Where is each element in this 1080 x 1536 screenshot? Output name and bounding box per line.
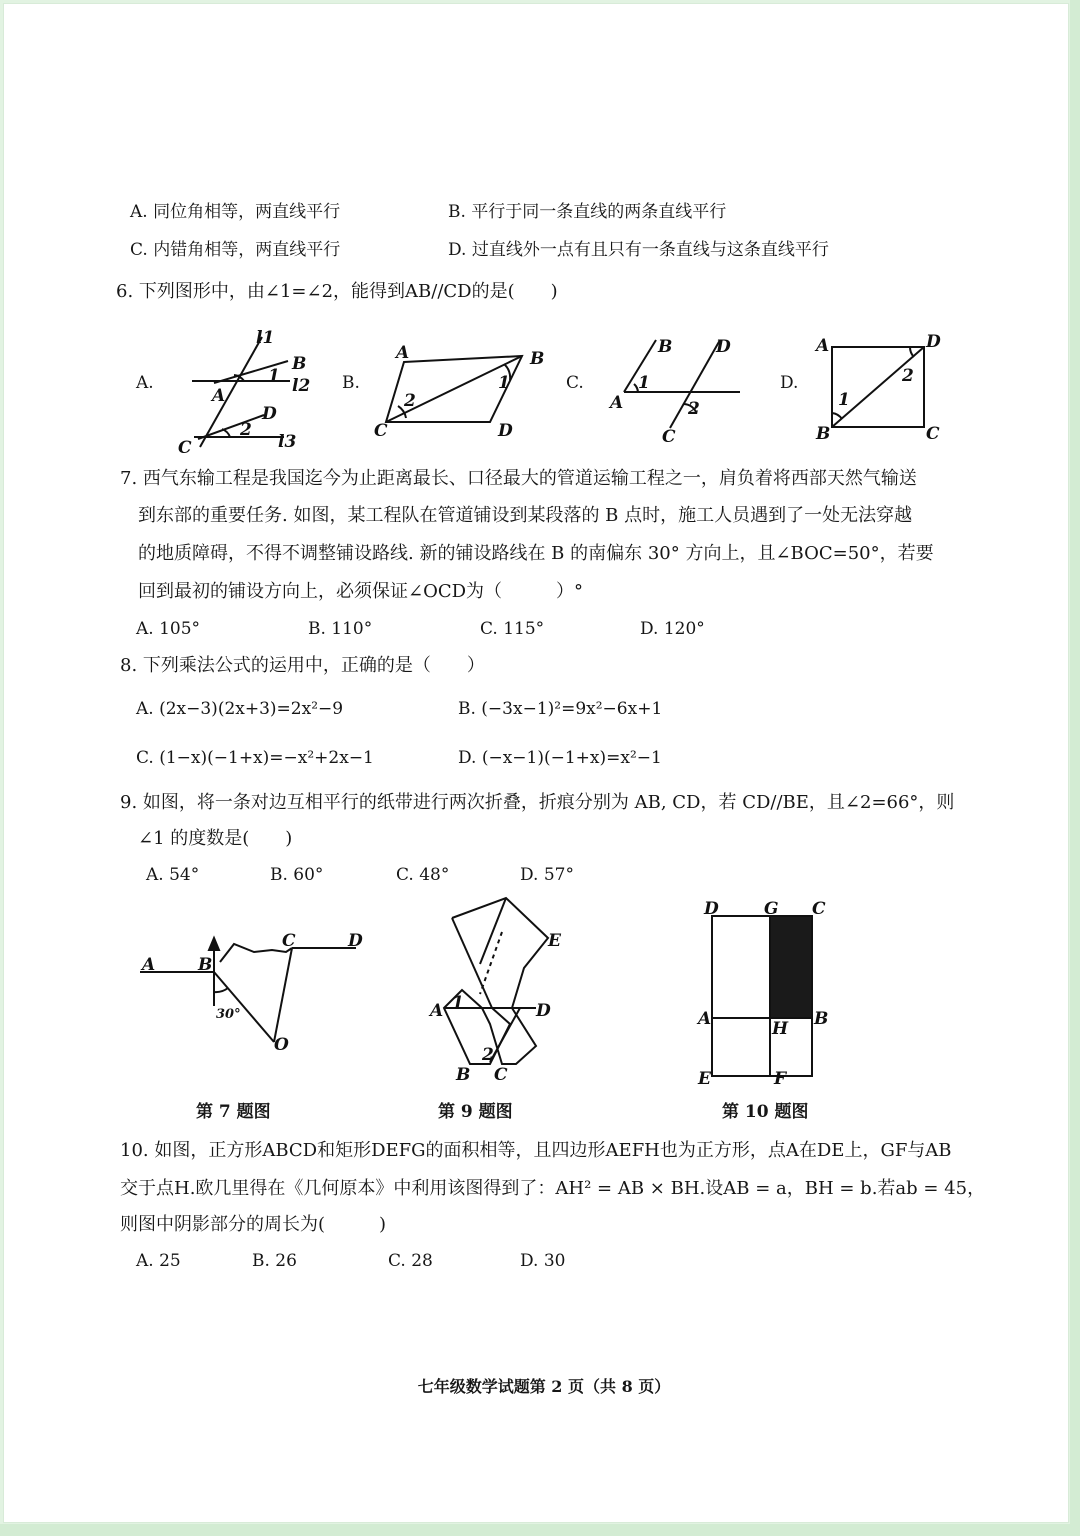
fig6d-1: 1 xyxy=(838,390,850,410)
caption-fig9: 第 9 题图 xyxy=(438,1102,513,1122)
fig6c-B: B xyxy=(658,337,673,357)
fig6c-2: 2 xyxy=(688,399,700,419)
fig9-E: E xyxy=(548,931,561,951)
q9-option-a: A. 54° xyxy=(146,865,200,885)
fig6a-A: A xyxy=(212,386,226,406)
fig6a-l3: l3 xyxy=(278,432,297,452)
q6-figure-a xyxy=(172,328,312,458)
q7-line2: 到东部的重要任务. 如图，某工程队在管道铺设到某段落的 B 点时，施工人员遇到了一处无法穿越 xyxy=(138,505,913,526)
bottom-border xyxy=(0,1524,1080,1536)
q10-line1: 10. 如图，正方形ABCD和矩形DEFG的面积相等，且四边形AEFH也为正方形，点A在DE上，GF与AB xyxy=(120,1140,952,1161)
fig10-B: B xyxy=(814,1009,829,1029)
fig9-1: 1 xyxy=(452,993,464,1013)
fig9-2: 2 xyxy=(482,1045,494,1065)
fig10-C: C xyxy=(812,899,826,919)
fig6b-B: B xyxy=(530,349,545,369)
figure-7 xyxy=(136,926,376,1056)
q7-option-b: B. 110° xyxy=(308,619,373,639)
q7-line4: 回到最初的铺设方向上，必须保证∠OCD为（ ）° xyxy=(138,581,584,602)
fig6b-A: A xyxy=(396,343,410,363)
fig6c-A: A xyxy=(610,393,624,413)
q7-option-a: A. 105° xyxy=(136,619,201,639)
q8-option-b: B. (−3x−1)²=9x²−6x+1 xyxy=(458,699,663,719)
q9-option-d: D. 57° xyxy=(520,865,574,885)
fig6a-2: 2 xyxy=(240,420,252,440)
q6-label-a: A. xyxy=(136,373,154,393)
q7-option-c: C. 115° xyxy=(480,619,545,639)
fig6d-B: B xyxy=(816,424,831,444)
fig6b-D: D xyxy=(498,421,513,441)
fig6c-C: C xyxy=(662,427,676,447)
fig10-G: G xyxy=(764,899,779,919)
fig10-E: E xyxy=(698,1069,711,1089)
fig10-A: A xyxy=(698,1009,712,1029)
q6-figure-c xyxy=(604,332,754,447)
q5-option-b: B. 平行于同一条直线的两条直线平行 xyxy=(448,202,727,222)
page-footer: 七年级数学试题第 2 页（共 8 页） xyxy=(417,1377,671,1396)
fig10-F: F xyxy=(774,1069,787,1089)
fig9-A: A xyxy=(430,1001,444,1021)
q10-option-d: D. 30 xyxy=(520,1251,566,1271)
fig6a-l2: l2 xyxy=(292,376,311,396)
exam-page xyxy=(4,4,1068,1522)
fig6a-D: D xyxy=(262,404,277,424)
q6-figure-d xyxy=(810,329,950,444)
fig6b-2: 2 xyxy=(404,391,416,411)
fig6b-C: C xyxy=(374,421,388,441)
fig7-30deg: 30° xyxy=(216,1007,241,1022)
fig7-D: D xyxy=(348,931,363,951)
fig7-O: O xyxy=(274,1035,289,1055)
q9-option-b: B. 60° xyxy=(270,865,324,885)
q9-line2: ∠1 的度数是( ) xyxy=(138,828,293,849)
figure-10 xyxy=(696,896,836,1092)
q6-stem: 6. 下列图形中，由∠1=∠2，能得到AB//CD的是( ) xyxy=(116,281,558,302)
q10-option-b: B. 26 xyxy=(252,1251,297,1271)
fig10-H: H xyxy=(772,1019,789,1039)
fig7-C: C xyxy=(282,931,296,951)
fig6a-C: C xyxy=(178,438,192,458)
q7-option-d: D. 120° xyxy=(640,619,705,639)
q8-option-c: C. (1−x)(−1+x)=−x²+2x−1 xyxy=(136,748,374,768)
q10-line3: 则图中阴影部分的周长为( ) xyxy=(120,1214,387,1235)
q10-line2: 交于点H.欧几里得在《几何原本》中利用该图得到了：AH² = AB × BH.设AB = a，BH = b.若ab = 45， xyxy=(120,1178,986,1199)
q7-line1: 7. 西气东输工程是我国迄今为止距离最长、口径最大的管道运输工程之一，肩负着将西部天然气输送 xyxy=(120,468,917,489)
fig6c-1: 1 xyxy=(638,373,650,393)
fig9-B: B xyxy=(456,1065,471,1085)
caption-fig10: 第 10 题图 xyxy=(722,1102,809,1122)
q6-label-b: B. xyxy=(342,373,360,393)
q10-option-a: A. 25 xyxy=(136,1251,181,1271)
q5-option-c: C. 内错角相等，两直线平行 xyxy=(130,240,341,260)
caption-fig7: 第 7 题图 xyxy=(196,1102,271,1122)
fig6d-D: D xyxy=(926,332,941,352)
fig6a-l1: l1 xyxy=(256,328,275,348)
fig6c-D: D xyxy=(716,337,731,357)
q5-option-a: A. 同位角相等，两直线平行 xyxy=(130,202,341,222)
frame-edge xyxy=(1070,0,1080,1536)
fig9-D: D xyxy=(536,1001,551,1021)
fig10-D: D xyxy=(704,899,719,919)
q9-option-c: C. 48° xyxy=(396,865,450,885)
q8-stem: 8. 下列乘法公式的运用中，正确的是（ ） xyxy=(120,655,485,676)
fig6d-C: C xyxy=(926,424,940,444)
q6-label-c: C. xyxy=(566,373,584,393)
fig9-C: C xyxy=(494,1065,508,1085)
q8-option-d: D. (−x−1)(−1+x)=x²−1 xyxy=(458,748,662,768)
fig6d-A: A xyxy=(816,336,830,356)
fig6d-2: 2 xyxy=(902,366,914,386)
q5-option-d: D. 过直线外一点有且只有一条直线与这条直线平行 xyxy=(448,240,829,260)
q9-line1: 9. 如图，将一条对边互相平行的纸带进行两次折叠，折痕分别为 AB, CD，若 CD//BE，且∠2=66°，则 xyxy=(120,792,955,813)
fig7-B: B xyxy=(198,955,213,975)
q10-option-c: C. 28 xyxy=(388,1251,433,1271)
fig6a-1: 1 xyxy=(268,366,280,386)
fig7-A: A xyxy=(142,955,156,975)
q6-figure-b xyxy=(370,342,550,442)
q7-line3: 的地质障碍，不得不调整铺设路线. 新的铺设路线在 B 的南偏东 30° 方向上，且∠BOC=50°，若要 xyxy=(138,543,934,564)
figure-9 xyxy=(430,894,570,1084)
fig6a-B: B xyxy=(292,354,307,374)
q8-option-a: A. (2x−3)(2x+3)=2x²−9 xyxy=(136,699,344,719)
fig6b-1: 1 xyxy=(498,373,510,393)
q6-label-d: D. xyxy=(780,373,799,393)
